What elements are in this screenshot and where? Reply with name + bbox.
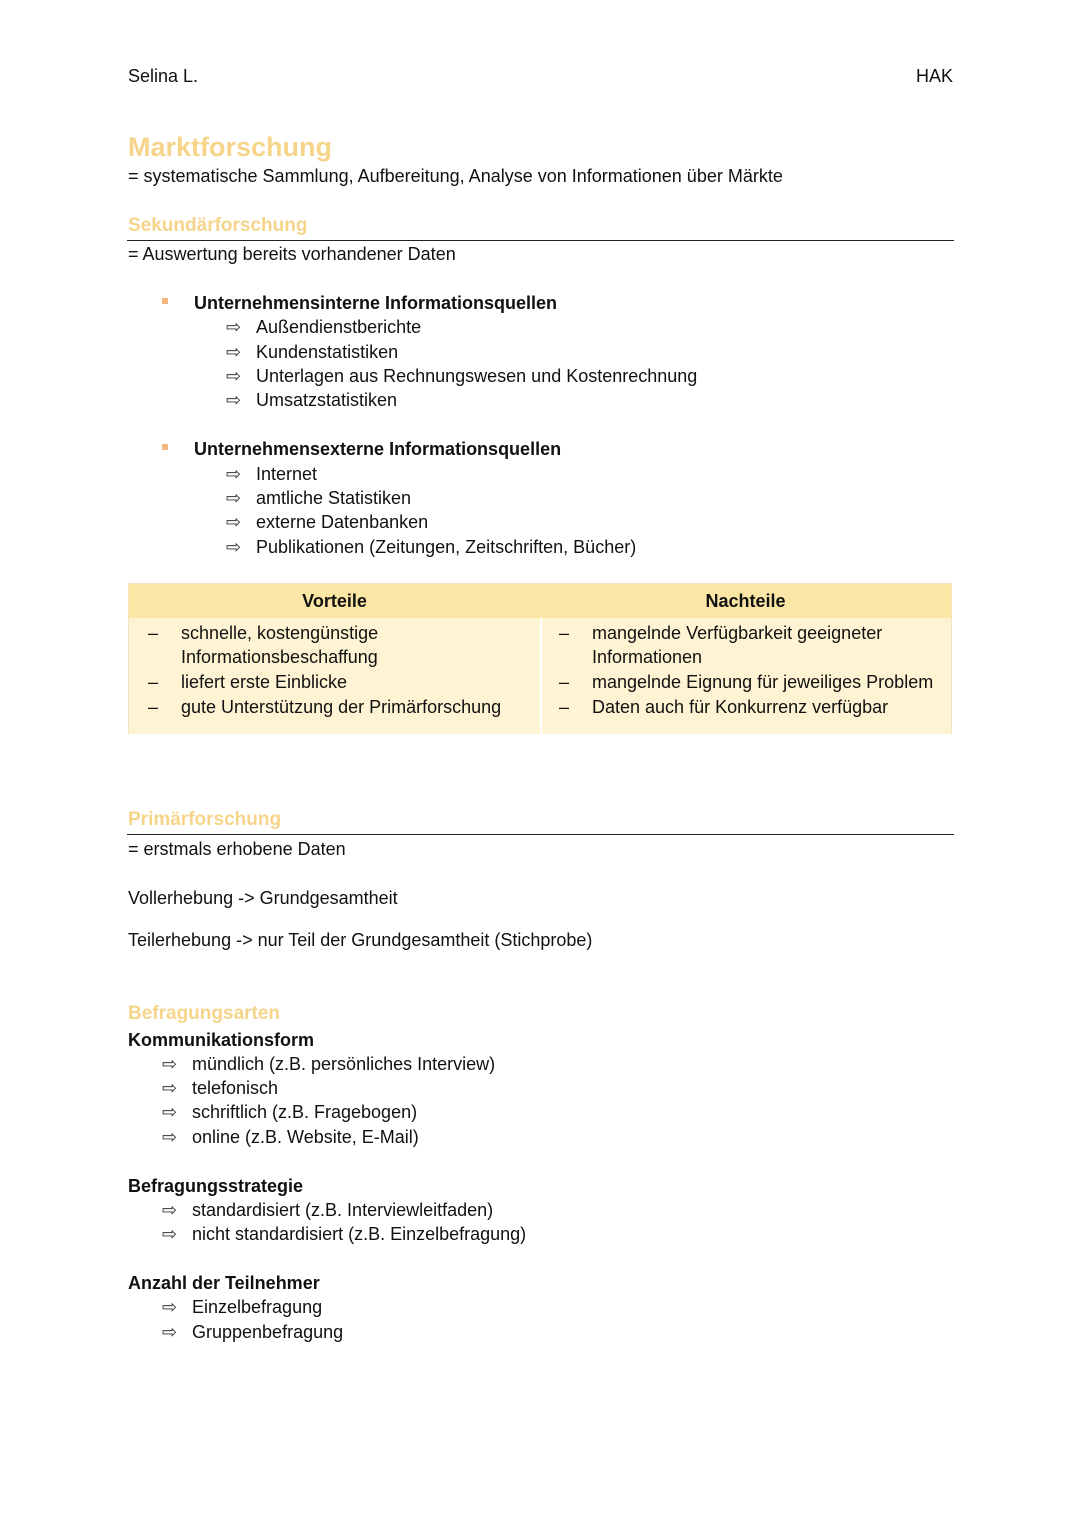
- section-divider: [127, 834, 954, 835]
- list-item: ⇨ externe Datenbanken: [226, 512, 429, 532]
- square-bullet-icon: [162, 444, 168, 450]
- list-item: ⇨ mündlich (z.B. persönliches Interview): [162, 1054, 496, 1074]
- arrow-right-icon: ⇨: [226, 390, 242, 410]
- table-cell-con: mangelnde Eignung für jeweiliges Problem: [592, 672, 934, 692]
- page-title: Marktforschung: [128, 132, 333, 162]
- partial-survey-line: Teilerhebung -> nur Teil der Grundgesamtheit (Stichprobe): [128, 930, 593, 950]
- group-title-external: Unternehmensexterne Informationsquellen: [194, 439, 562, 459]
- table-cell-con: Daten auch für Konkurrenz verfügbar: [592, 697, 889, 717]
- author-name: Selina L.: [128, 66, 199, 86]
- arrow-right-icon: ⇨: [226, 512, 242, 532]
- school-label: HAK: [916, 66, 954, 86]
- arrow-right-icon: ⇨: [226, 537, 242, 557]
- arrow-right-icon: ⇨: [162, 1224, 178, 1244]
- group-title-communication: Kommunikationsform: [128, 1030, 315, 1050]
- list-item: ⇨ Gruppenbefragung: [162, 1322, 344, 1342]
- table-cell-pro: Informationsbeschaffung: [181, 647, 378, 667]
- dash-icon: –: [559, 672, 570, 692]
- arrow-right-icon: ⇨: [162, 1322, 178, 1342]
- section-divider: [127, 240, 954, 241]
- section-heading-secondary: Sekundärforschung: [128, 215, 308, 236]
- full-survey-line: Vollerhebung -> Grundgesamtheit: [128, 888, 398, 908]
- list-item: ⇨ Umsatzstatistiken: [226, 390, 398, 410]
- arrow-right-icon: ⇨: [162, 1127, 178, 1147]
- table-header-cons: Nachteile: [705, 591, 786, 611]
- secondary-definition: = Auswertung bereits vorhandener Daten: [128, 244, 456, 264]
- arrow-right-icon: ⇨: [226, 464, 242, 484]
- table-header-pros: Vorteile: [302, 591, 367, 611]
- list-item: ⇨ telefonisch: [162, 1078, 279, 1098]
- table-cell-pro: schnelle, kostengünstige: [181, 623, 379, 643]
- arrow-right-icon: ⇨: [162, 1054, 178, 1074]
- title-definition: = systematische Sammlung, Aufbereitung, Analyse von Informationen über Märkte: [128, 166, 783, 186]
- list-item: ⇨ Unterlagen aus Rechnungswesen und Kostenrechnung: [226, 366, 698, 386]
- arrow-right-icon: ⇨: [162, 1102, 178, 1122]
- arrow-right-icon: ⇨: [226, 342, 242, 362]
- table-cell-con: mangelnde Verfügbarkeit geeigneter: [592, 623, 883, 643]
- dash-icon: –: [148, 623, 159, 643]
- list-item: ⇨ amtliche Statistiken: [226, 488, 412, 508]
- group-title-internal: Unternehmensinterne Informationsquellen: [194, 293, 558, 313]
- table-cell-con: Informationen: [592, 647, 703, 667]
- arrow-right-icon: ⇨: [162, 1200, 178, 1220]
- section-heading-survey: Befragungsarten: [128, 1003, 281, 1024]
- dash-icon: –: [559, 623, 570, 643]
- dash-icon: –: [148, 697, 159, 717]
- dash-icon: –: [559, 697, 570, 717]
- list-item: ⇨ nicht standardisiert (z.B. Einzelbefragung): [162, 1224, 527, 1244]
- list-item: ⇨ Internet: [226, 464, 318, 484]
- section-heading-primary: Primärforschung: [128, 809, 282, 830]
- pros-cons-table: [128, 583, 952, 734]
- square-bullet-icon: [162, 298, 168, 304]
- group-title-strategy: Befragungsstrategie: [128, 1176, 304, 1196]
- table-cell-pro: liefert erste Einblicke: [181, 672, 348, 692]
- primary-definition: = erstmals erhobene Daten: [128, 839, 346, 859]
- arrow-right-icon: ⇨: [226, 366, 242, 386]
- list-item: ⇨ standardisiert (z.B. Interviewleitfaden): [162, 1200, 494, 1220]
- list-item: ⇨ schriftlich (z.B. Fragebogen): [162, 1102, 418, 1122]
- arrow-right-icon: ⇨: [162, 1297, 178, 1317]
- table-cell-pro: gute Unterstützung der Primärforschung: [181, 697, 502, 717]
- group-title-participants: Anzahl der Teilnehmer: [128, 1273, 320, 1293]
- arrow-right-icon: ⇨: [226, 317, 242, 337]
- list-item: ⇨ Kundenstatistiken: [226, 342, 399, 362]
- list-item: ⇨ Publikationen (Zeitungen, Zeitschriften, Bücher): [226, 537, 637, 557]
- list-item: ⇨ Außendienstberichte: [226, 317, 422, 337]
- arrow-right-icon: ⇨: [226, 488, 242, 508]
- list-item: ⇨ online (z.B. Website, E-Mail): [162, 1127, 419, 1147]
- list-item: ⇨ Einzelbefragung: [162, 1297, 323, 1317]
- arrow-right-icon: ⇨: [162, 1078, 178, 1098]
- dash-icon: –: [148, 672, 159, 692]
